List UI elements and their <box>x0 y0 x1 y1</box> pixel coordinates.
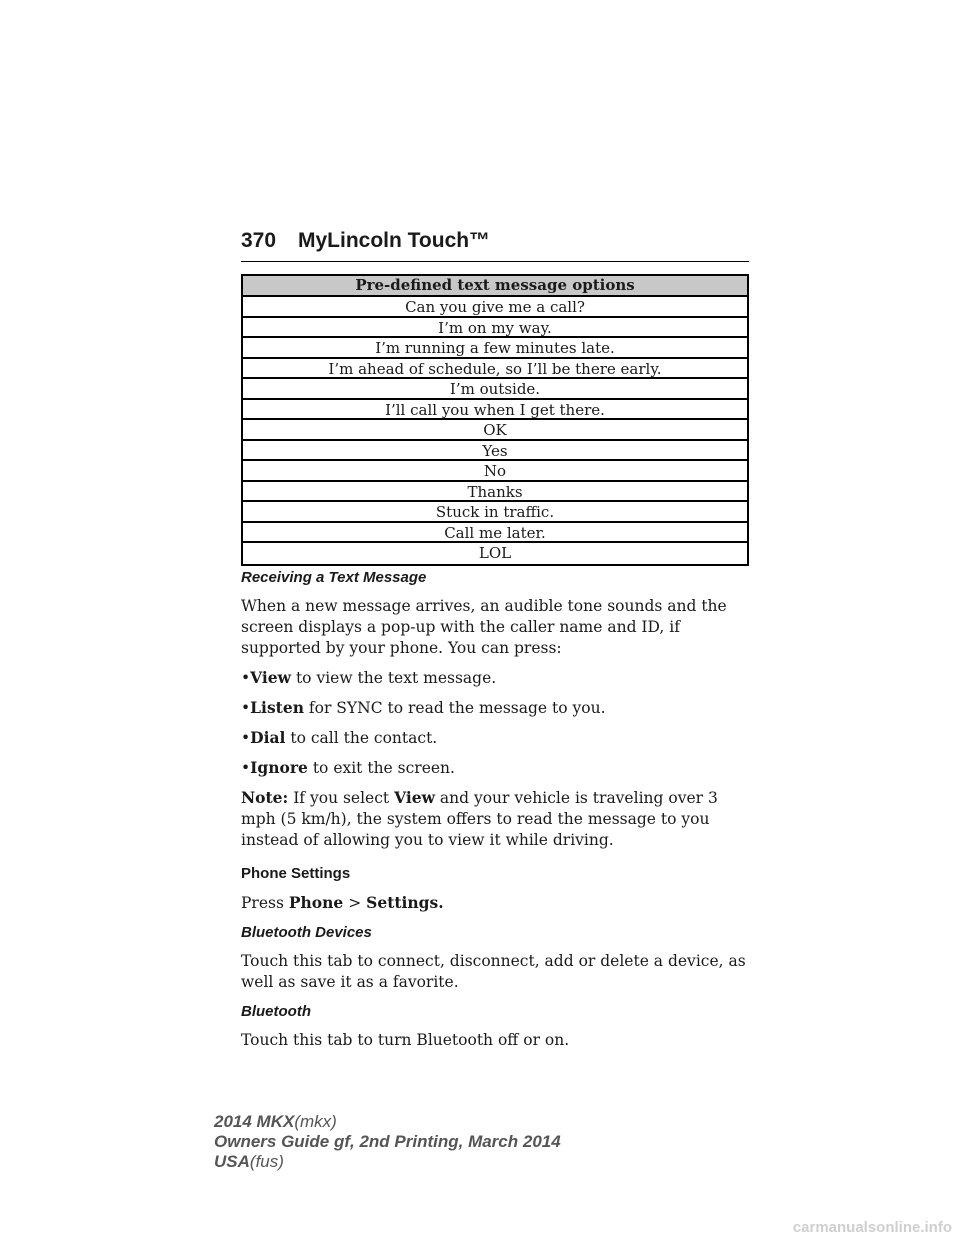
phone-settings-heading: Phone Settings <box>241 865 351 882</box>
table-row: I’m running a few minutes late. <box>243 338 747 359</box>
table-row: Thanks <box>243 482 747 503</box>
receiving-heading: Receiving a Text Message <box>241 569 427 586</box>
settings-label: Settings. <box>366 893 444 912</box>
table-row: LOL <box>478 544 512 562</box>
note-label: Note: <box>241 788 289 807</box>
list-item: •Listen for SYNC to read the message to you. <box>241 698 606 717</box>
page-content <box>241 567 751 1059</box>
list-item: •Ignore to exit the screen. <box>241 758 455 777</box>
note-post: and your vehicle is traveling over 3 mph (5 km/h), the system offers to read the message to you instead of allowing you to view it while driving. <box>241 789 718 849</box>
text-message-options-table <box>241 274 749 566</box>
watermark: carmanualsonline.info <box>792 1219 952 1236</box>
bluetooth-text: Touch this tab to turn Bluetooth off or on. <box>241 1031 570 1049</box>
page-footer <box>214 1112 561 1172</box>
bullet-label: Listen <box>250 698 304 717</box>
table-row: I’m outside. <box>243 379 747 400</box>
path-separator: > <box>348 894 362 912</box>
page-number: 370 <box>241 229 277 252</box>
note-pre: If you select <box>293 789 390 807</box>
bullet-label: Ignore <box>250 758 308 777</box>
footer-region: USA <box>214 1152 250 1171</box>
note-view: View <box>394 788 435 807</box>
bullet-text: to view the text message. <box>295 669 497 687</box>
phone-settings-path <box>241 892 751 914</box>
bullet-label: Dial <box>250 728 286 747</box>
table-row: OK <box>243 420 747 441</box>
bullet-label: View <box>250 668 292 687</box>
note <box>241 787 751 851</box>
table-row: I’ll call you when I get there. <box>243 400 747 421</box>
table-row: I’m on my way. <box>243 318 747 339</box>
table-row: Can you give me a call? <box>243 297 747 318</box>
footer-region-code: (fus) <box>249 1152 284 1171</box>
page-header <box>241 225 749 262</box>
table-row: I’m ahead of schedule, so I’ll be there early. <box>243 359 747 380</box>
list-item: •View to view the text message. <box>241 668 497 687</box>
phone-label: Phone <box>288 893 344 912</box>
bluetooth-heading: Bluetooth <box>241 1003 311 1020</box>
table-row: No <box>243 461 747 482</box>
footer-line-3 <box>214 1152 561 1172</box>
section-title: MyLincoln Touch™ <box>298 229 491 252</box>
receiving-intro: When a new message arrives, an audible tone sounds and the screen displays a pop-up with the caller name and ID, if supported by your phone. You can press: <box>241 597 727 657</box>
table-heading: Pre-defined text message options <box>243 276 747 297</box>
table-row: Stuck in traffic. <box>243 502 747 523</box>
bt-devices-heading: Bluetooth Devices <box>241 924 372 941</box>
footer-model-code: (mkx) <box>294 1112 337 1131</box>
footer-line-2: Owners Guide gf, 2nd Printing, March 2014 <box>214 1132 561 1151</box>
footer-line-1 <box>214 1112 561 1132</box>
list-item: •Dial to call the contact. <box>241 728 438 747</box>
footer-model: 2014 MKX <box>214 1112 295 1131</box>
table-row: Call me later. <box>243 523 747 544</box>
press-text: Press <box>241 894 284 912</box>
bullet-text: to call the contact. <box>290 729 438 747</box>
table-row: Yes <box>243 441 747 462</box>
bt-devices-text: Touch this tab to connect, disconnect, add or delete a device, as well as save it as a favorite. <box>241 952 746 991</box>
bullet-text: for SYNC to read the message to you. <box>308 699 606 717</box>
bullet-text: to exit the screen. <box>312 759 455 777</box>
